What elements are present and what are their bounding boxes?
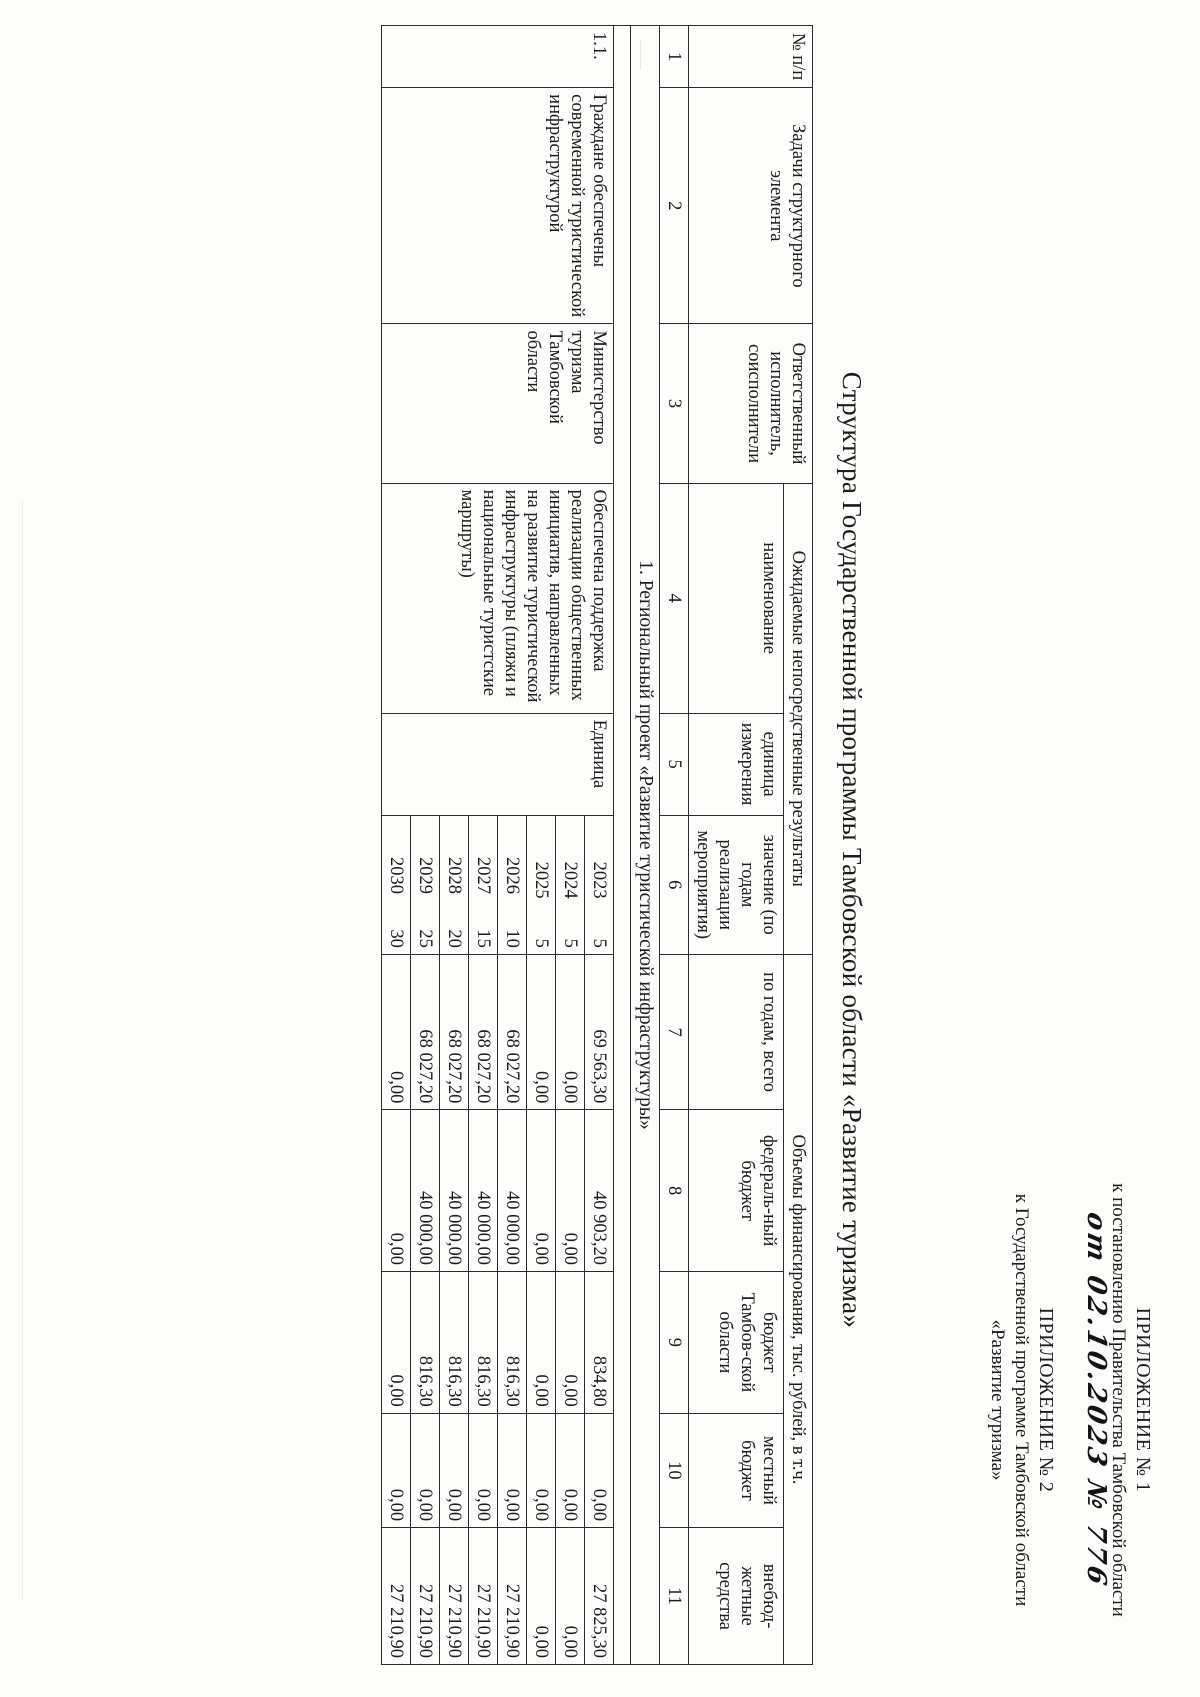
column-number: 10 — [660, 1413, 689, 1527]
column-number: 11 — [660, 1528, 689, 1665]
item-result-name: Обеспечена поддержка реализации общественных инициатив, направленных на развитие туристической инфраструктуры (пляжи и национальные туристские маршруты) — [382, 483, 614, 713]
row-total: 0,00 — [382, 954, 411, 1109]
approval-2-title: ПРИЛОЖЕНИЕ № 2 — [1035, 1307, 1057, 1493]
column-number: 1 — [660, 26, 689, 88]
value-text: 5 — [531, 938, 551, 948]
row-year — [498, 815, 527, 954]
header-unit: единица измерения — [689, 713, 784, 815]
approval-2-reference: к Государственной программе Тамбовской области — [1011, 1193, 1032, 1607]
table-row — [585, 26, 614, 1665]
value-text: 15 — [473, 929, 493, 948]
approval-1-title: ПРИЛОЖЕНИЕ № 1 — [1132, 1307, 1154, 1493]
header-tasks: Задачи структурного элемента — [689, 88, 813, 324]
row-year — [382, 815, 411, 954]
row-regional: 0,00 — [382, 1271, 411, 1413]
row-extra: 0,00 — [556, 1528, 585, 1665]
row-extra: 27 210,90 — [498, 1528, 527, 1665]
row-extra: 27 210,90 — [440, 1528, 469, 1665]
row-total: 69 563,30 — [585, 954, 614, 1109]
approval-stamps — [985, 500, 1155, 1680]
header-federal: федераль-ный бюджет — [689, 1110, 784, 1272]
row-local: 0,00 — [411, 1413, 440, 1527]
approval-block-2 — [985, 1120, 1058, 1680]
item-unit: Единица — [382, 713, 614, 815]
header-responsible: Ответственный исполнитель, соисполнители — [689, 324, 813, 483]
column-number-row — [660, 26, 689, 1665]
row-federal: 0,00 — [527, 1110, 556, 1272]
value-text: 25 — [415, 929, 435, 948]
year-text: 2023 — [589, 861, 609, 899]
header-name: наименование — [689, 483, 784, 713]
row-year — [556, 815, 585, 954]
spacer-cell — [614, 26, 631, 1665]
year-text: 2029 — [415, 856, 435, 894]
row-federal: 40 000,00 — [469, 1110, 498, 1272]
row-extra: 27 825,30 — [585, 1528, 614, 1665]
row-regional: 816,30 — [469, 1271, 498, 1413]
header-num: № п/п — [689, 26, 813, 88]
approval-block-1 — [1081, 1120, 1155, 1680]
row-local: 0,00 — [585, 1413, 614, 1527]
header-regional: бюджет Тамбов-ской области — [689, 1271, 784, 1413]
row-regional: 816,30 — [411, 1271, 440, 1413]
row-local: 0,00 — [382, 1413, 411, 1527]
header-row-1 — [784, 26, 813, 1665]
value-text: 10 — [502, 929, 522, 948]
value-text: 30 — [386, 929, 406, 948]
approval-1-reference: к постановлению Правительства Тамбовской области — [1108, 1183, 1129, 1617]
program-structure-table — [381, 25, 813, 1665]
row-regional: 816,30 — [498, 1271, 527, 1413]
row-extra: 27 210,90 — [469, 1528, 498, 1665]
row-year — [469, 815, 498, 954]
rotated-sheet — [5, 20, 1185, 1680]
header-local: местный бюджет — [689, 1413, 784, 1527]
item-number: 1.1. — [382, 26, 614, 88]
section-title: 1. Региональный проект «Развитие туристической инфраструктуры» — [631, 26, 660, 1665]
row-extra: 0,00 — [527, 1528, 556, 1665]
row-total: 68 027,20 — [411, 954, 440, 1109]
row-year — [440, 815, 469, 954]
header-value: значение (по годам реализации мероприятия) — [689, 815, 784, 954]
row-total: 68 027,20 — [440, 954, 469, 1109]
year-text: 2027 — [473, 856, 493, 894]
row-local: 0,00 — [498, 1413, 527, 1527]
row-year — [527, 815, 556, 954]
row-federal: 40 903,20 — [585, 1110, 614, 1272]
column-number: 9 — [660, 1271, 689, 1413]
item-responsible: Министерство туризма Тамбовской области — [382, 324, 614, 483]
row-local: 0,00 — [556, 1413, 585, 1527]
row-total: 68 027,20 — [498, 954, 527, 1109]
column-number: 8 — [660, 1110, 689, 1272]
row-total: 0,00 — [556, 954, 585, 1109]
column-number: 5 — [660, 713, 689, 815]
row-local: 0,00 — [469, 1413, 498, 1527]
header-expected-results: Ожидаемые непосредственные результаты — [784, 483, 813, 954]
column-number: 7 — [660, 954, 689, 1109]
approval-1-handwritten-date-number: от 02.10.2023 № 776 — [1081, 1209, 1111, 1591]
value-text: 5 — [560, 938, 580, 948]
row-federal: 40 000,00 — [440, 1110, 469, 1272]
row-federal: 0,00 — [556, 1110, 585, 1272]
header-extra: внебюд-жетные средства — [689, 1528, 784, 1665]
header-by-years: по годам, всего — [689, 954, 784, 1109]
row-total: 68 027,20 — [469, 954, 498, 1109]
year-text: 2030 — [386, 856, 406, 894]
row-total: 0,00 — [527, 954, 556, 1109]
row-year — [411, 815, 440, 954]
year-text: 2025 — [531, 861, 551, 899]
document-title: Структура Государственной программы Тамбовской области «Развитие туризма» — [837, 371, 867, 1329]
row-regional: 816,30 — [440, 1271, 469, 1413]
row-federal: 40 000,00 — [411, 1110, 440, 1272]
row-federal: 40 000,00 — [498, 1110, 527, 1272]
row-extra: 27 210,90 — [411, 1528, 440, 1665]
column-number: 3 — [660, 324, 689, 483]
value-text: 5 — [589, 938, 609, 948]
row-local: 0,00 — [440, 1413, 469, 1527]
value-text: 20 — [444, 929, 464, 948]
row-federal: 0,00 — [382, 1110, 411, 1272]
approval-2-program: «Развитие туризма» — [987, 1319, 1008, 1481]
row-year — [585, 815, 614, 954]
row-regional: 834,80 — [585, 1271, 614, 1413]
column-number: 4 — [660, 483, 689, 713]
item-task: Граждане обеспечены современной туристической инфраструктурой — [382, 88, 614, 324]
spacer-row — [614, 26, 631, 1665]
column-number: 6 — [660, 815, 689, 954]
section-row — [631, 26, 660, 1665]
year-text: 2026 — [502, 856, 522, 894]
year-text: 2028 — [444, 856, 464, 894]
year-text: 2024 — [560, 861, 580, 899]
header-financing: Объемы финансирования, тыс. рублей, в т.ч. — [784, 954, 813, 1664]
row-local: 0,00 — [527, 1413, 556, 1527]
row-extra: 27 210,90 — [382, 1528, 411, 1665]
row-regional: 0,00 — [527, 1271, 556, 1413]
column-number: 2 — [660, 88, 689, 324]
row-regional: 0,00 — [556, 1271, 585, 1413]
